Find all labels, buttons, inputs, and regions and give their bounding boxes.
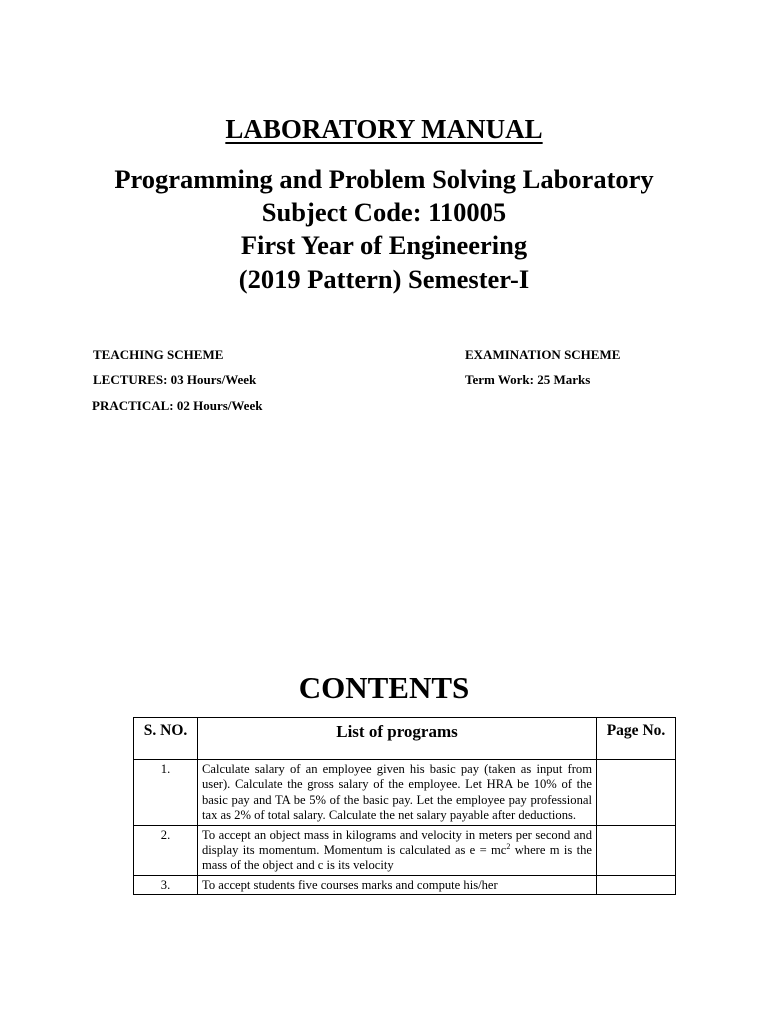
table-row <box>134 760 676 826</box>
program-description: Calculate salary of an employee given his basic pay (taken as input from user). Calculate the gross salary of the employee. Let HRA be 10% of the basic pay and TA be 5% of the basic pay. Let the employee pay professional tax as 2% of total salary. Calculate the net salary payable after deductions. <box>198 760 597 826</box>
row-serial-number: 3. <box>134 875 198 894</box>
column-header-page: Page No. <box>597 718 676 760</box>
program-description: To accept students five courses marks and compute his/her <box>198 875 597 894</box>
page-number-cell <box>597 825 676 875</box>
page-number-cell <box>597 875 676 894</box>
teaching-scheme-heading: TEACHING SCHEME <box>93 347 224 362</box>
subject-code: Subject Code: 110005 <box>261 197 507 227</box>
contents-table <box>133 717 676 895</box>
table-row <box>134 875 676 894</box>
page-number-cell <box>597 760 676 826</box>
examination-scheme-heading: EXAMINATION SCHEME <box>465 347 621 362</box>
lectures-hours: LECTURES: 03 Hours/Week <box>93 372 257 387</box>
practical-hours: PRACTICAL: 02 Hours/Week <box>92 398 263 413</box>
column-header-sno: S. NO. <box>134 718 198 760</box>
program-description <box>198 825 597 875</box>
manual-title: LABORATORY MANUAL <box>225 114 543 144</box>
program-description-part: To accept an object mass in kilograms and velocity in meters per second and display its momentum. Momentum is calculated as e = mc <box>202 827 592 858</box>
contents-heading: CONTENTS <box>298 670 470 705</box>
term-work-marks: Term Work: 25 Marks <box>465 372 591 387</box>
pattern-line: (2019 Pattern) Semester-I <box>238 264 530 294</box>
table-header-row <box>134 718 676 760</box>
program-description-part: where m is the mass of the object and c is its velocity <box>202 843 592 873</box>
year-line: First Year of Engineering <box>240 230 528 260</box>
subject-name: Programming and Problem Solving Laboratory <box>114 164 654 194</box>
table-row <box>134 825 676 875</box>
row-serial-number: 1. <box>134 760 198 826</box>
column-header-programs: List of programs <box>198 718 597 760</box>
superscript: 2 <box>506 841 511 851</box>
row-serial-number: 2. <box>134 825 198 875</box>
